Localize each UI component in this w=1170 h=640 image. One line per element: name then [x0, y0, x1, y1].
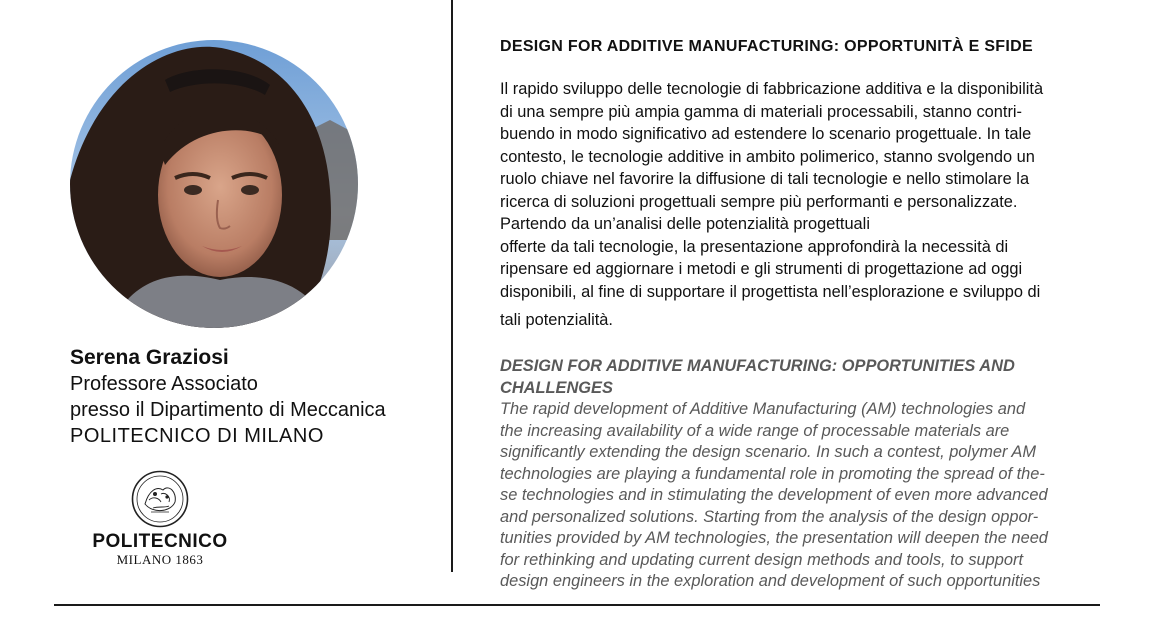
- logo-wordmark: POLITECNICO: [92, 531, 228, 552]
- speaker-name: Serena Graziosi: [70, 346, 229, 369]
- vertical-divider: [451, 0, 453, 572]
- italian-title: DESIGN FOR ADDITIVE MANUFACTURING: OPPORTUNITÀ E SFIDE: [500, 38, 1033, 55]
- abstract-section: [500, 36, 1100, 593]
- speaker-role: Professore Associato: [70, 373, 258, 395]
- politecnico-logo: [90, 470, 230, 568]
- italian-body: Il rapido sviluppo delle tecnologie di fabbricazione additiva e la disponibilità di una sempre più ampia gamma di materiali processabili, stanno contri- buendo in modo significativo ad estendere lo scenario progettuale. In tale contesto, le tecnologie additive in ambito polimerico, stanno svolgendo un ruolo chiave nel favorire la diffusione di tali tecnologie e nello stimolare la ricerca di soluzioni progettuali sempre più performanti e personalizzate. Partendo da un’analisi delle potenzialità progettuali offerte da tali tecnologie, la presentazione approfondirà la necessità di ripensare ed aggiornare i metodi e gli strumenti di progettazione ad oggi disponibili, al fine di supportare il progettista nell’esplorazione e sviluppo di: [500, 80, 1044, 301]
- speaker-department: presso il Dipartimento di Meccanica: [70, 399, 386, 421]
- speaker-portrait: [70, 40, 358, 328]
- italian-body-last-line: tali potenzialità.: [500, 311, 613, 329]
- politecnico-seal-icon: [131, 470, 189, 528]
- logo-subtitle: MILANO 1863: [116, 552, 204, 567]
- speaker-institution: POLITECNICO DI MILANO: [70, 425, 324, 447]
- horizontal-divider: [54, 604, 1100, 606]
- english-body: The rapid development of Additive Manufacturing (AM) technologies and the increasing availability of a wide range of processable materials are significantly extending the design scenario. In such a contest, polymer AM technologies are playing a fundamental role in promoting the spread of the- se technologies and in stimulating the development of even more advanced and personalized solutions. Starting from the analysis of the design oppor- tunities provided by AM technologies, the presentation will deepen the need for rethinking and updating current design methods and tools, to support design engineers in the exploration and development of such opportunities: [500, 400, 1048, 590]
- speaker-photo: [70, 40, 358, 328]
- speaker-info: [70, 345, 440, 449]
- english-title: DESIGN FOR ADDITIVE MANUFACTURING: OPPORTUNITIES AND CHALLENGES: [500, 357, 1015, 397]
